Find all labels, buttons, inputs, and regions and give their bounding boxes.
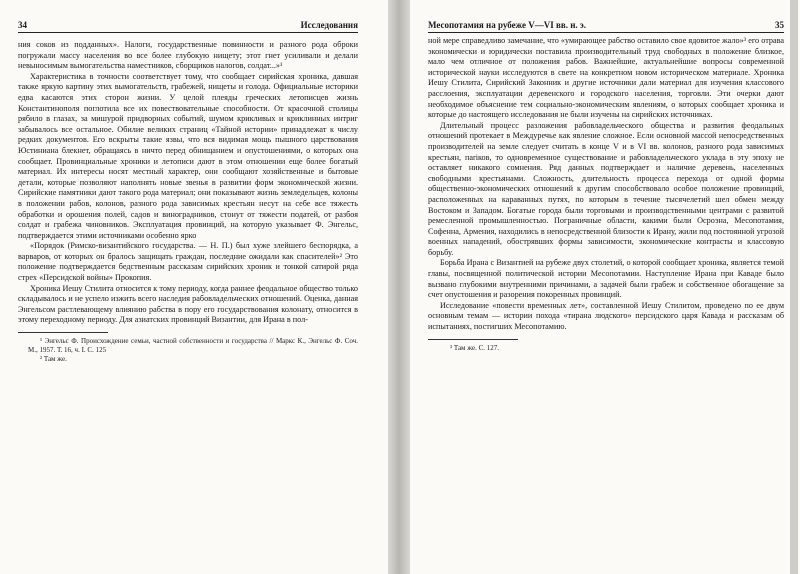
left-page-number: 34 xyxy=(18,20,27,30)
book-gutter xyxy=(388,0,410,574)
right-page xyxy=(410,0,798,574)
right-paragraph: ной мере справедливо замечание, что «умирающее рабство оставило свое ядовитое жало»³ его отрава экономически и юридически поставила производительный труд свободных в положение близкое, мало чем отличное от положения рабов. Важнейшие, актуальнейшие вопросы современной исторической науки исследуются в свете на конкретном новом историческом материале. Хроника Иешу Стилита, Сирийский Законник и другие источники дали материал для изучения классового расслоения, эксплуатации деревенского и городского населения, торговли. Эти очерки дают необходимое объяснение тем социально-экономическим явлениям, о которых сообщает хроника и которые до настоящего исследования не были изучены на сирийских источниках. xyxy=(428,36,784,120)
right-page-header xyxy=(428,14,784,33)
right-paragraph: Длительный процесс разложения рабовладельческого общества и развития феодальных отношений протекает в Междуречье как явление сложное. Если основной массой непосредственных производителей на земле следует считать в конце V и в VI вв. колонов, разного рода зависимых крестьян, пariков, то одновременное существование и рабовладельческого уклада в эту эпоху не оставляет никакого сомнения. Ряд данных подтверждает и наличие деревень, населенных свободными крестьянами. Сложность, длительность процесса перехода от одной формы общественно-экономических отношений к другим способствовало особое положение провинций, расположенных на караванных путях, по которым в течение тысячелетий шел обмен между Востоком и Западом. Богатые города были торговыми и производственными центрами с развитой ремесленной промышленностью. Пограничные области, какими были Осроэна, Месопотамия, Софенна, Армения, находились в непосредственной близости к Ирану, жили под постоянной угрозой военных нападений, обострявших формы зависимости, экономические контрасты и классовую борьбу. xyxy=(428,120,784,257)
left-paragraph: «Порядок (Римско-византийского государства. — Н. П.) был хуже злейшего беспорядка, а варваров, от которых он бралось защищать граждан, последние ожидали как спасителей»² Это положение подтверждается бедственным рассказам сирийских хроник и тонкой сатирой ряда стрех «Персидской войны» Прокопия. xyxy=(18,241,358,283)
right-paragraph: Исследование «повести временных лет», составленной Иешу Стилитом, проведено по ее двум основным темам — истории похода «тирана людского» персидского царя Кавада и рассказам об испытаниях, постигших Месопотамию. xyxy=(428,300,784,332)
left-paragraph: ния соков из подданных». Налоги, государственные повинности и разного рода оброки погружали массу населения во все более глубокую нищету; этот гнет усиливали и делали невыносимым вымогательства наместников, сборщиков налогов, солдат...»¹ xyxy=(18,40,358,71)
left-footnote: ¹ Энгельс Ф. Происхождение семьи, частной собственности и государства // Маркс К., Энгельс Ф. Соч. М., 1957. Т. 16, ч. I. С. 125 xyxy=(28,337,358,355)
left-page-header xyxy=(18,14,358,33)
right-page-number: 35 xyxy=(775,20,784,30)
page-edge-shadow xyxy=(790,0,798,574)
left-paragraph: Хроника Иешу Стилита относится к тому периоду, когда раннее феодальное общество только складывалось и не успело изжить всего наследия рабовладельческих отношений. Оценка, данная Энгельсом растлевающему влиянию рабства в пору его государствования колонату, относится в этому переходному периоду. Для азиатских провинций Византии, для Ирана в пол- xyxy=(18,283,358,325)
left-running-head: Исследования xyxy=(300,20,358,30)
right-footnote: ³ Там же. С. 127. xyxy=(450,343,500,352)
left-page xyxy=(0,0,388,574)
footnote-separator xyxy=(18,332,108,333)
right-page-body xyxy=(428,36,784,353)
left-page-body xyxy=(18,40,358,364)
footnote-separator xyxy=(428,339,518,340)
left-footnote: ² Там же. xyxy=(40,355,67,364)
left-paragraph: Характеристика в точности соответствует тому, что сообщает сирийская хроника, давшая также яркую картину этих вымогательств, грабежей, нищеты и голода. Официальные историки едва касаются этих сторон жизни. У целой плеяды греческих летописцев жизнь Константинополя поглотила все их повествовательные способности. От красочной столицы рябило в глазах, за мишурой придворных событий, шумом крикливых и криклинных интриг забывалось все остальное. Обилие великих страниц «Тайной истории» принадлежат к числу редких документов. Его вскрыты такие язвы, что вся видимая мощь пышного царствования Юстиниана блекнет, обращаясь в ничто перед обнищанием и опустошениями, о которых она сообщает. Провинциальные хроники и летописи дают в этом отношении еще более богатый материал. Их интересы носят местный характер, они сообщают хозяйственные и бытовые детали, которые позволяют наполнять новые звенья в развитии форм экономической жизни. Сирийские памятники дают такого рода материал; они показывают жизнь земледельцев, колоны в положении рабов, колонов, разного рода зависимых крестьян несут на себе все тяжесть обработки и орошения полей, садов и виноградников, стонут от тяжести податей, от разбоя солдат и грабежа чиновников. Эксплуатация провинций, на которую указывает Ф. Энгельс, подтверждается этими источниками особенно ярко xyxy=(18,71,358,240)
right-paragraph: Борьба Ирана с Византией на рубеже двух столетий, о которой сообщает хроника, является темой главы, посвященной политической истории Месопотамии. Наступление Ирана при Каваде было вызвано глубокими внутренними причинами, а задачей были грабеж и собственное обогащение за счет опустошения и разорения покоренных провинций. xyxy=(428,258,784,300)
right-running-head: Месопотамия на рубеже V—VI вв. н. э. xyxy=(428,20,587,30)
